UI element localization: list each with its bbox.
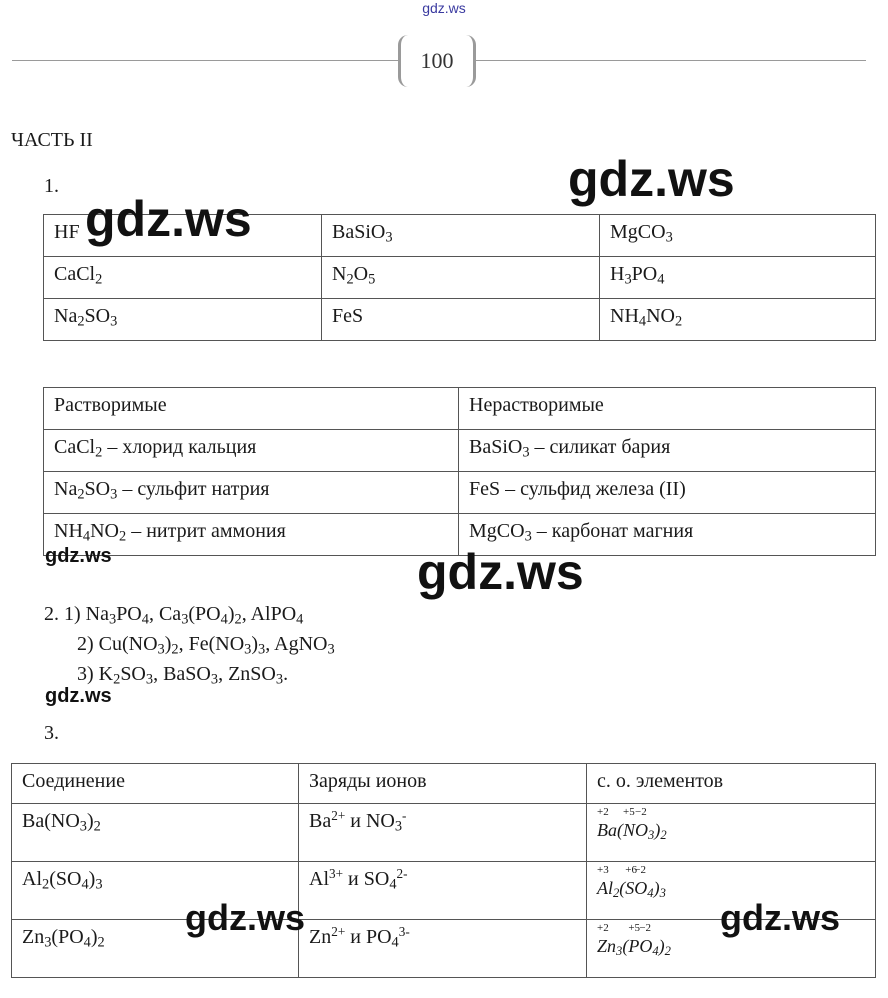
part-title: ЧАСТЬ II (11, 129, 93, 151)
grid-cell: FeS (322, 299, 600, 341)
ox-header-ions: Заряды ионов (299, 764, 587, 804)
solubility-cell: FeS – сульфид железа (II) (459, 472, 876, 514)
ox-header-states: с. о. элементов (587, 764, 876, 804)
task2-line-1: 2. 1) $Na_3PO_4$, $Ca_3(PO_4)_2$, AlPO$_4$ (44, 603, 304, 628)
ox-ions: $Al^{3+}$ и $SO_4^{2-}$ (299, 862, 587, 920)
ox-formula: Zn +2 $_3$(P +5 O −2 $_4)_2$ (597, 922, 671, 959)
solubility-header-soluble: Растворимые (44, 388, 459, 430)
grid-cell: $Na_2SO_3$ (44, 299, 322, 341)
grid-cell: $H_3PO_4$ (600, 257, 876, 299)
grid-cell: HF (44, 215, 322, 257)
task2-line-2: 2) $Cu(NO_3)_2$, $Fe(NO_3)_3$, AgNO$_3$ (77, 633, 335, 658)
watermark: gdz.ws (720, 897, 841, 938)
ox-compound: $Ba(NO_3)_2$ (12, 804, 299, 862)
watermark: gdz.ws (85, 191, 252, 247)
solubility-cell: MgCO$_3$ – карбонат магния (459, 514, 876, 556)
watermark: gdz.ws (45, 685, 112, 707)
solubility-cell: BaSiO$_3$ – силикат бария (459, 430, 876, 472)
solubility-cell: $NH_4NO_2$ – нитрит аммония (44, 514, 459, 556)
solubility-table (43, 387, 876, 556)
ox-compound: $Zn_3(PO_4)_2$ (12, 920, 299, 978)
task1-number: 1. (44, 175, 59, 197)
header-watermark: gdz.ws (422, 0, 466, 16)
grid-cell: CaCl$_2$ (44, 257, 322, 299)
grid-cell: $N_2O_5$ (322, 257, 600, 299)
grid-cell: BaSiO$_3$ (322, 215, 600, 257)
watermark: gdz.ws (45, 545, 112, 567)
page-number: 100 (398, 35, 476, 87)
watermark: gdz.ws (417, 544, 584, 600)
oxidation-table (11, 763, 876, 978)
header-rule-left (12, 60, 398, 61)
ox-formula: Ba +2 (N +5 O −2 $_3)_2$ (597, 806, 667, 843)
ox-ions: $Ba^{2+}$ и $NO_3^-$ (299, 804, 587, 862)
solubility-cell: $Na_2SO_3$ – сульфит натрия (44, 472, 459, 514)
ox-formula: Al +3 $_2$(S +6 O −2 $_4)_3$ (597, 864, 666, 901)
ox-ions: $Zn^{2+}$ и $PO_4^{3-}$ (299, 920, 587, 978)
solubility-cell: CaCl$_2$ – хлорид кальция (44, 430, 459, 472)
grid-cell: $NH_4NO_2$ (600, 299, 876, 341)
header-rule-right (476, 60, 866, 61)
solubility-header-insoluble: Нерастворимые (459, 388, 876, 430)
watermark: gdz.ws (185, 897, 306, 938)
ox-states (587, 804, 876, 862)
grid-cell: MgCO$_3$ (600, 215, 876, 257)
ox-header-compound: Соединение (12, 764, 299, 804)
task3-number: 3. (44, 722, 59, 744)
ox-compound: $Al_2(SO_4)_3$ (12, 862, 299, 920)
watermark: gdz.ws (568, 151, 735, 207)
task2-line-3: 3) $K_2SO_3$, BaSO$_3$, ZnSO$_3$. (77, 663, 289, 688)
